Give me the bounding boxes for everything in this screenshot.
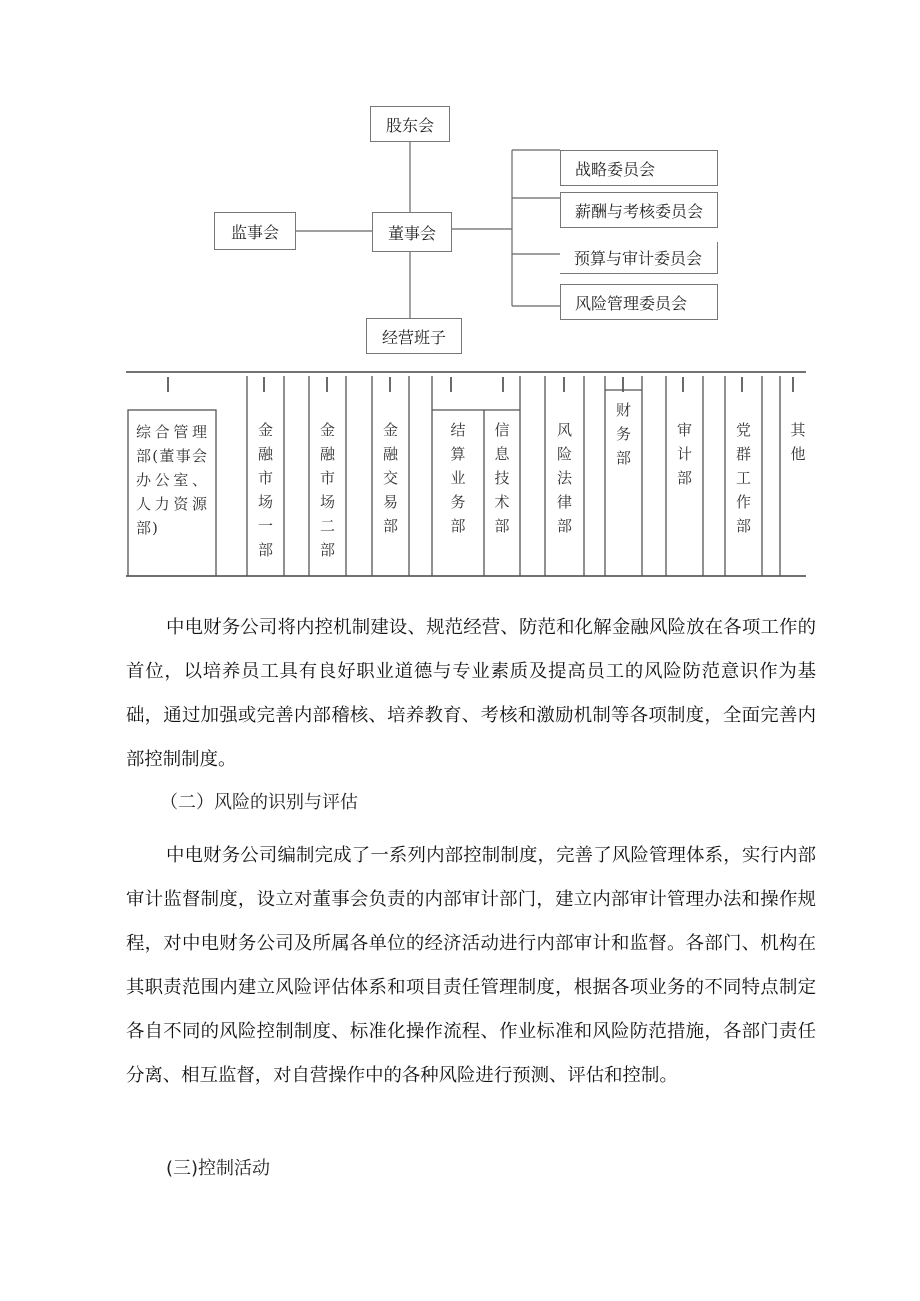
committee-strategy bbox=[560, 150, 718, 186]
section-heading-control-activities: (三)控制活动 bbox=[166, 1158, 271, 1179]
dept-label: 财务部 bbox=[615, 401, 631, 467]
section-heading-risk-assessment: （二）风险的识别与评估 bbox=[160, 792, 358, 813]
dept-settlement bbox=[432, 418, 484, 538]
management-box bbox=[366, 318, 462, 354]
board-box bbox=[372, 212, 452, 252]
dept-label: 综合管理部(董事会办公室、人力资源部) bbox=[136, 423, 208, 537]
dept-label: 信息技术部 bbox=[494, 421, 510, 535]
dept-label: 风险法律部 bbox=[556, 421, 572, 535]
dept-label: 金融市场一部 bbox=[257, 421, 273, 559]
dept-general-management bbox=[128, 420, 216, 540]
paragraph-internal-control: 中电财务公司将内控机制建设、规范经营、防范和化解金融风险放在各项工作的首位，以培养员工具有良好职业道德与专业素质及提高员工的风险防范意识作为基础，通过加强或完善内部稽核、培养教育、考核和激励机制等各项制度，全面完善内部控制制度。 bbox=[126, 617, 816, 770]
dept-label: 审计部 bbox=[676, 421, 692, 487]
committee-budget-audit bbox=[560, 242, 718, 274]
committee-label: 战略委员会 bbox=[575, 159, 656, 179]
dept-finance bbox=[605, 398, 642, 470]
shareholders-label: 股东会 bbox=[385, 115, 434, 135]
dept-label: 金融交易部 bbox=[382, 421, 398, 535]
dept-financial-market-2 bbox=[309, 418, 346, 562]
dept-label: 金融市场二部 bbox=[319, 421, 335, 559]
dept-financial-market-1 bbox=[247, 418, 284, 562]
dept-party-affairs bbox=[725, 418, 762, 538]
dept-audit bbox=[666, 418, 703, 490]
dept-label: 结算业务部 bbox=[450, 421, 466, 535]
paragraph-risk-assessment: 中电财务公司编制完成了一系列内部控制制度，完善了风险管理体系，实行内部审计监督制度，设立对董事会负责的内部审计部门，建立内部审计管理办法和操作规程，对中电财务公司及所属各单位的经济活动进行内部审计和监督。各部门、机构在其职责范围内建立风险评估体系和项目责任管理制度，根据各项业务的不同特点制定各自不同的风险控制制度、标准化操作流程、作业标准和风险防范措施，各部门责任分离、相互监督，对自营操作中的各种风险进行预测、评估和控制。 bbox=[126, 845, 816, 1086]
supervisors-label: 监事会 bbox=[230, 222, 279, 242]
dept-risk-legal bbox=[545, 418, 584, 538]
board-label: 董事会 bbox=[387, 223, 436, 243]
committee-compensation bbox=[560, 192, 718, 228]
dept-financial-trading bbox=[372, 418, 409, 538]
dept-it bbox=[484, 418, 520, 538]
dept-others bbox=[780, 418, 816, 466]
committee-risk bbox=[560, 284, 718, 320]
committee-label: 风险管理委员会 bbox=[575, 293, 688, 313]
committee-label: 预算与审计委员会 bbox=[574, 249, 703, 268]
dept-label: 其他 bbox=[790, 421, 806, 463]
supervisors-box bbox=[214, 212, 296, 250]
org-chart bbox=[0, 0, 920, 590]
management-label: 经营班子 bbox=[381, 327, 446, 347]
dept-label: 党群工作部 bbox=[735, 421, 751, 535]
committee-label: 薪酬与考核委员会 bbox=[575, 201, 704, 221]
shareholders-box bbox=[370, 106, 450, 142]
